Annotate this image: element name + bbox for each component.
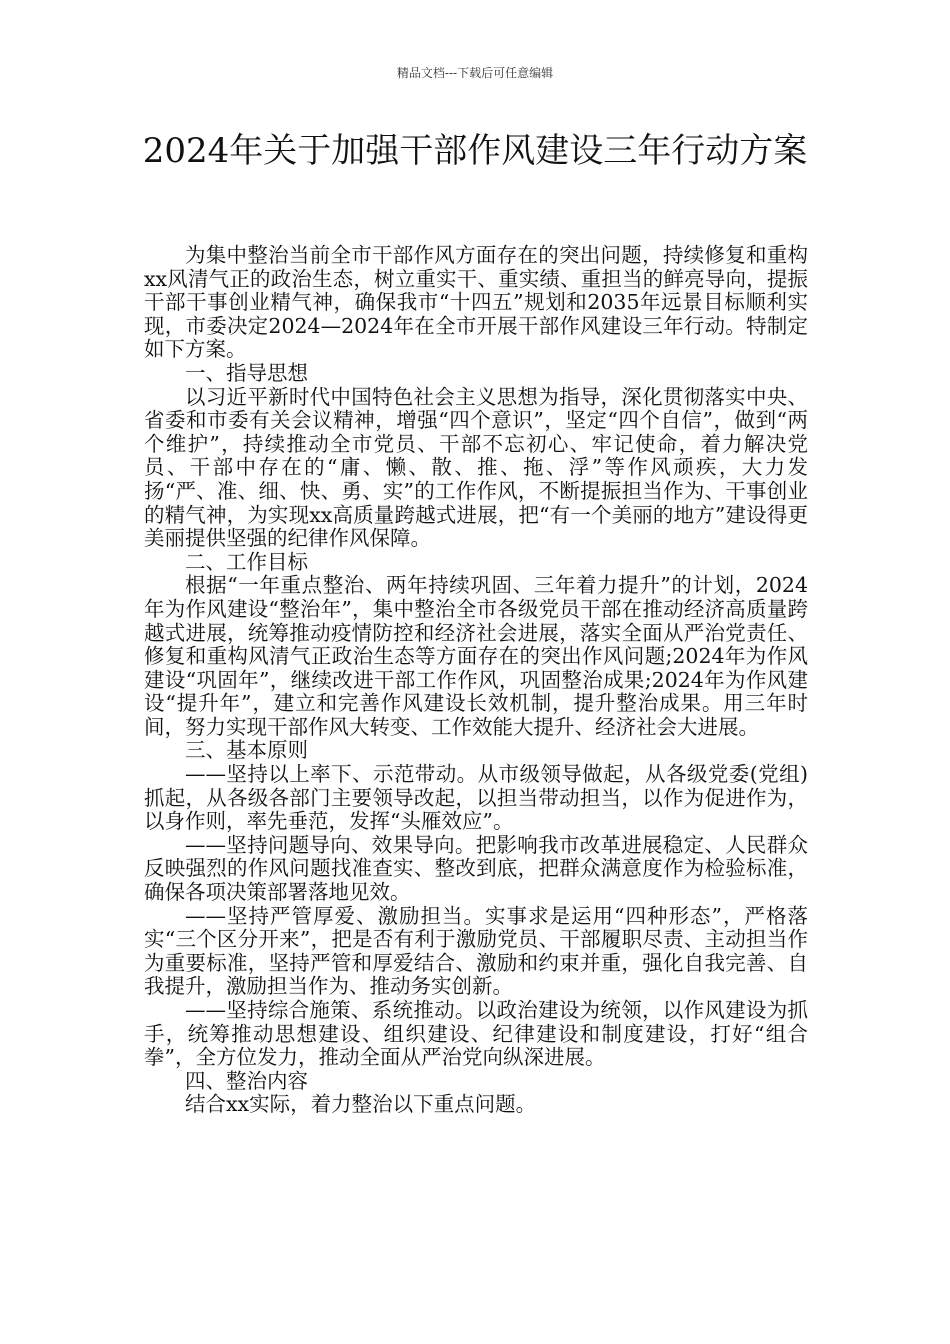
paragraph-principle-3: ——坚持严管厚爱、激励担当。实事求是运用“四种形态”，严格落实“三个区分开来”，把是否有利于激励党员、干部履职尽责、主动担当作为重要标准，坚持严管和厚爱结合、激励和约束并重，强化自我完善、自我提升，激励担当作为、推动务实创新。	[144, 903, 808, 999]
paragraph-rectification-intro: 结合xx实际，着力整治以下重点问题。	[185, 1092, 537, 1117]
paragraph-work-goals: 根据“一年重点整治、两年持续巩固、三年着力提升”的计划，2024年为作风建设“整治年”，集中整治全市各级党员干部在推动经济高质量跨越式进展，统筹推动疫情防控和经济社会进展，落实全面从严治党责任、修复和重构风清气正政治生态等方面存在的突出作风问题;2024年为作风建设“巩固年”，继续改进干部工作作风，巩固整治成果;2024年为作风建设“提升年”，建立和完善作风建设长效机制，提升整治成果。用三年时间，努力实现干部作风大转变、工作效能大提升、经济社会大进展。	[144, 573, 808, 739]
document-body	[144, 244, 808, 1117]
section-heading-rectification-content: 四、整治内容	[185, 1068, 308, 1093]
section-heading-basic-principles: 三、基本原则	[185, 738, 308, 763]
paragraph-principle-4: ——坚持综合施策、系统推动。以政治建设为统领，以作风建设为抓手，统筹推动思想建设、组织建设、纪律建设和制度建设，打好“组合拳”，全方位发力，推动全面从严治党向纵深进展。	[144, 998, 808, 1070]
section-heading-guiding-ideology: 一、指导思想	[185, 360, 308, 385]
paragraph-intro: 为集中整治当前全市干部作风方面存在的突出问题，持续修复和重构xx风清气正的政治生态，树立重实干、重实绩、重担当的鲜亮导向，提振干部干事创业精气神，确保我市“十四五”规划和2035年远景目标顺利实现，市委决定2024—2024年在全市开展干部作风建设三年行动。特制定如下方案。	[144, 243, 808, 362]
section-heading-work-goals: 二、工作目标	[185, 549, 308, 574]
document-title: 2024年关于加强干部作风建设三年行动方案	[142, 131, 808, 171]
paragraph-principle-1: ——坚持以上率下、示范带动。从市级领导做起，从各级党委(党组)抓起，从各级各部门主要领导改起，以担当带动担当，以作为促进作为，以身作则，率先垂范，发挥“头雁效应”。	[144, 762, 808, 834]
header-note: 精品文档---下载后可任意编辑	[396, 66, 554, 80]
paragraph-guiding-ideology: 以习近平新时代中国特色社会主义思想为指导，深化贯彻落实中央、省委和市委有关会议精神，增强“四个意识”，坚定“四个自信”，做到“两个维护”，持续推动全市党员、干部不忘初心、牢记使命，着力解决党员、干部中存在的“庸、懒、散、推、拖、浮”等作风顽疾，大力发扬“严、准、细、快、勇、实”的工作作风，不断提振担当作为、干事创业的精气神，为实现xx高质量跨越式进展，把“有一个美丽的地方”建设得更美丽提供坚强的纪律作风保障。	[144, 384, 808, 551]
paragraph-principle-2: ——坚持问题导向、效果导向。把影响我市改革进展稳定、人民群众反映强烈的作风问题找准查实、整改到底，把群众满意度作为检验标准，确保各项决策部署落地见效。	[144, 832, 808, 905]
